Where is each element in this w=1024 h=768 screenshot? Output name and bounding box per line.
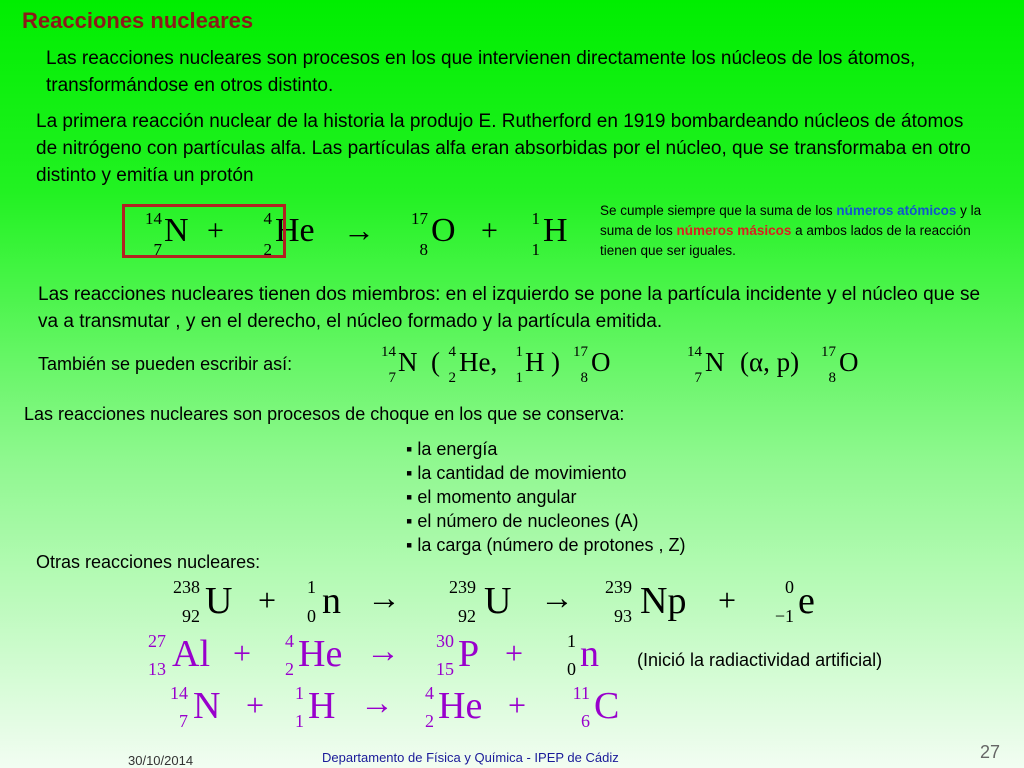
nitrogen-symbol: N [193, 685, 221, 727]
plus-sign: + [258, 582, 277, 618]
footer-date: 30/10/2014 [128, 753, 194, 768]
mass-number: 4 [263, 209, 272, 228]
other-reactions-label: Otras reacciones nucleares: [36, 552, 261, 572]
arrow-icon: → [540, 580, 574, 617]
atomic-number: 7 [153, 240, 162, 259]
hydrogen-symbol: H [525, 347, 545, 377]
atomic-numbers-highlight: números atómicos [836, 203, 957, 218]
electron-symbol: e [798, 580, 815, 622]
mass-number: 30 [436, 631, 454, 651]
arrow-icon: → [343, 212, 375, 248]
footer-department: Departamento de Física y Química - IPEP de Cádiz [322, 750, 619, 765]
conserved-quantities-list [406, 437, 686, 557]
atomic-number: 0 [567, 659, 576, 679]
list-item: ▪ la energía [406, 439, 498, 459]
mass-number: 4 [448, 344, 456, 360]
list-item: ▪ la cantidad de movimiento [406, 463, 627, 483]
phosphorus-symbol: P [458, 633, 480, 675]
plus-sign: + [505, 635, 524, 671]
mass-number: 238 [173, 577, 200, 597]
mass-number: 27 [148, 631, 166, 651]
mass-number: 14 [145, 209, 162, 228]
mass-number: 4 [425, 683, 434, 703]
arrow-icon: → [366, 633, 400, 670]
highlight-box [122, 204, 286, 258]
conservation-paragraph: Las reacciones nucleares son procesos de choque en los que se conserva: [24, 404, 625, 424]
mass-number: 4 [285, 631, 294, 651]
list-item: ▪ la carga (número de protones , Z) [406, 535, 686, 555]
mass-number: 239 [605, 577, 632, 597]
atomic-number: 7 [179, 711, 188, 731]
mass-number: 1 [295, 683, 304, 703]
artificial-radioactivity-note: (Inició la radiactividad artificial) [637, 650, 883, 670]
mass-number: 1 [567, 631, 576, 651]
uranium-symbol: U [205, 580, 233, 622]
hydrogen-symbol: H [308, 685, 336, 727]
mass-number: 239 [449, 577, 476, 597]
atomic-number: 1 [295, 711, 304, 731]
helium-symbol: He [438, 685, 483, 727]
atomic-number: 2 [425, 711, 434, 731]
conservation-note [600, 201, 1000, 261]
atomic-number: 7 [388, 370, 396, 386]
oxygen-symbol: O [591, 347, 611, 377]
arrow-icon: → [367, 580, 401, 617]
mass-number: 11 [572, 683, 590, 703]
atomic-number: 2 [285, 659, 294, 679]
mass-number: 14 [687, 344, 702, 360]
plus-sign: + [508, 687, 527, 723]
atomic-number: 0 [307, 606, 316, 626]
neptunium-symbol: Np [640, 580, 687, 622]
plus-sign: + [246, 687, 265, 723]
atomic-number: 13 [148, 659, 166, 679]
helium-symbol: He, [459, 347, 498, 377]
list-item: ▪ el momento angular [406, 487, 577, 507]
intro-paragraph: Las reacciones nucleares son procesos en los que intervienen directamente los núcleos de los átomos, transformándose en otros distinto. [46, 48, 916, 96]
atomic-number: 15 [436, 659, 454, 679]
plus-sign: + [207, 214, 224, 247]
nitrogen-symbol: N [164, 212, 189, 249]
mass-number: 17 [821, 344, 836, 360]
plus-sign: + [233, 635, 252, 671]
atomic-number: 8 [580, 370, 588, 386]
atomic-number: 92 [182, 606, 200, 626]
atomic-number: 2 [448, 370, 456, 386]
neutron-symbol: n [322, 580, 341, 622]
mass-number: 0 [785, 577, 794, 597]
mass-number: 14 [381, 344, 396, 360]
oxygen-symbol: O [839, 347, 859, 377]
two-members-paragraph: Las reacciones nucleares tienen dos miembros: en el izquierdo se pone la partícula incidente y el núcleo que se va a transmutar , y en el derecho, el núcleo formado y la partícula emitida. [38, 284, 981, 332]
page-number: 27 [980, 742, 1001, 762]
note-text: y la suma de los [600, 203, 982, 238]
alternative-notation-label: También se pueden escribir así: [38, 354, 293, 374]
neutron-symbol: n [580, 633, 599, 675]
hydrogen-symbol: H [543, 212, 568, 249]
plus-sign: + [718, 582, 737, 618]
note-text: a ambos lados de la reacción tienen que ser iguales. [600, 223, 971, 258]
uranium-symbol: U [484, 580, 512, 622]
mass-number: 1 [307, 577, 316, 597]
list-item: ▪ el número de nucleones (A) [406, 511, 639, 531]
slide-title: Reacciones nucleares [22, 8, 254, 33]
atomic-number: 1 [531, 240, 540, 259]
atomic-number: 7 [694, 370, 702, 386]
oxygen-symbol: O [431, 212, 456, 249]
nitrogen-symbol: N [398, 347, 418, 377]
mass-number: 14 [170, 683, 188, 703]
atomic-number: 2 [263, 240, 272, 259]
atomic-number: 92 [458, 606, 476, 626]
mass-number: 17 [411, 209, 428, 228]
open-paren: ( [431, 347, 440, 377]
mass-numbers-highlight: números másicos [676, 223, 792, 238]
atomic-number: 6 [581, 711, 590, 731]
arrow-icon: → [360, 685, 394, 722]
note-text: Se cumple siempre que la suma de los [600, 203, 837, 218]
mass-number: 1 [515, 344, 523, 360]
mass-number: 17 [573, 344, 588, 360]
atomic-number: 8 [828, 370, 836, 386]
atomic-number: 93 [614, 606, 632, 626]
atomic-number: −1 [774, 606, 794, 626]
plus-sign: + [481, 214, 498, 247]
mass-number: 1 [531, 209, 540, 228]
close-paren: ) [551, 347, 560, 377]
helium-symbol: He [275, 212, 315, 249]
alpha-p-notation: (α, p) [740, 347, 800, 377]
rutherford-paragraph: La primera reacción nuclear de la historia la produjo E. Rutherford en 1919 bombardeando núcleos de átomos de nitrógeno con partículas alfa. Las partículas alfa eran absorbidas por el núcleo, que se transformaba en otro distinto y emitía un protón [36, 111, 971, 186]
atomic-number: 8 [419, 240, 428, 259]
nitrogen-symbol: N [705, 347, 725, 377]
carbon-symbol: C [594, 685, 620, 727]
aluminium-symbol: Al [172, 633, 210, 675]
atomic-number: 1 [515, 370, 523, 386]
helium-symbol: He [298, 633, 343, 675]
